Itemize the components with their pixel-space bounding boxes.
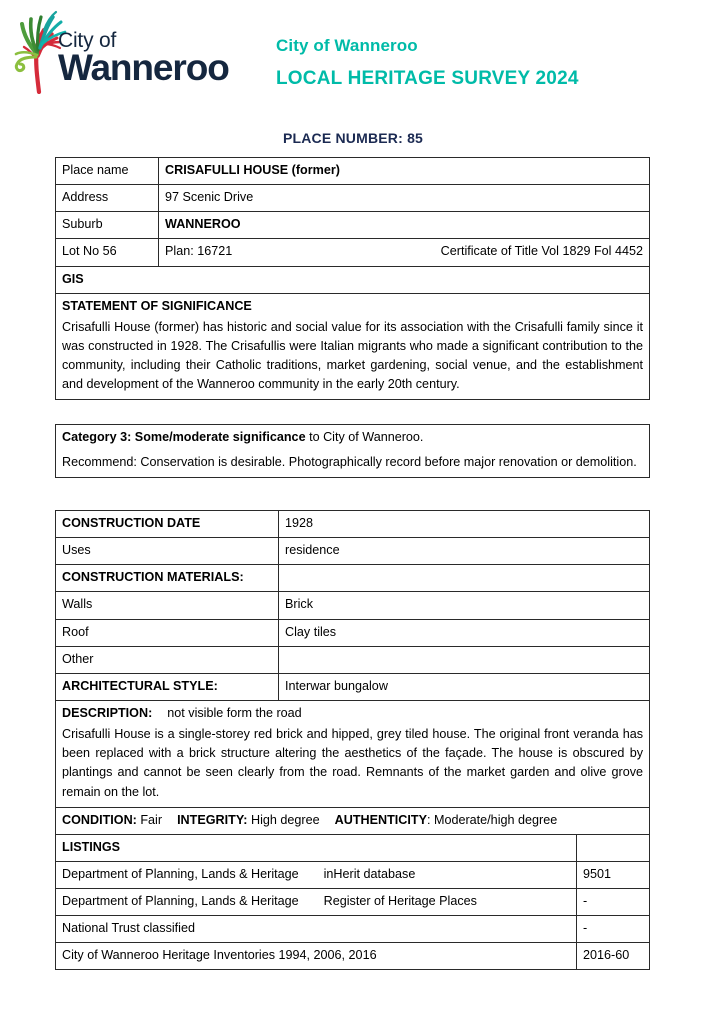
roof-value: Clay tiles bbox=[279, 619, 650, 646]
document-body bbox=[0, 157, 706, 970]
table-spacer bbox=[55, 478, 650, 502]
listing-authority: City of Wanneroo Heritage Inventories 1994, 2006, 2016 bbox=[62, 948, 377, 963]
listing-reference: 9501 bbox=[577, 861, 650, 888]
category-number-label: Category 3: bbox=[62, 430, 132, 445]
table-row bbox=[56, 565, 650, 592]
place-identity-table bbox=[55, 157, 650, 400]
other-materials-value bbox=[279, 646, 650, 673]
category-line bbox=[62, 429, 643, 447]
table-row bbox=[56, 538, 650, 565]
listing-cell bbox=[56, 916, 577, 943]
listing-reference: 2016-60 bbox=[577, 943, 650, 970]
table-row bbox=[56, 943, 650, 970]
architectural-style-label: ARCHITECTURAL STYLE: bbox=[56, 673, 279, 700]
listing-detail: inHerit database bbox=[323, 866, 416, 881]
document-org-title: City of Wanneroo bbox=[276, 36, 418, 55]
table-row bbox=[56, 834, 650, 861]
uses-label: Uses bbox=[56, 538, 279, 565]
authenticity-value: : Moderate/high degree bbox=[426, 812, 558, 827]
walls-label: Walls bbox=[56, 592, 279, 619]
table-row bbox=[56, 239, 650, 266]
page-header bbox=[0, 0, 706, 112]
description-cell bbox=[56, 700, 650, 807]
gis-label: GIS bbox=[56, 266, 650, 293]
construction-materials-value bbox=[279, 565, 650, 592]
category-significance-label: Some/moderate significance bbox=[134, 430, 306, 445]
construction-details-table bbox=[55, 510, 650, 970]
listing-reference: - bbox=[577, 916, 650, 943]
address-label: Address bbox=[56, 185, 159, 212]
city-of-wanneroo-logo bbox=[10, 8, 250, 96]
statement-of-significance-cell bbox=[56, 293, 650, 400]
integrity-label: INTEGRITY: bbox=[177, 812, 248, 827]
document-title-block bbox=[276, 36, 579, 90]
table-row bbox=[56, 700, 650, 807]
uses-value: residence bbox=[279, 538, 650, 565]
listing-cell bbox=[56, 943, 577, 970]
logo-city-text: City of bbox=[58, 29, 117, 52]
document-survey-title: LOCAL HERITAGE SURVEY 2024 bbox=[276, 68, 579, 89]
logo-wordmark bbox=[58, 30, 229, 86]
description-label: DESCRIPTION: bbox=[62, 705, 153, 720]
construction-materials-label: CONSTRUCTION MATERIALS: bbox=[56, 565, 279, 592]
architectural-style-value: Interwar bungalow bbox=[279, 673, 650, 700]
authenticity-label: AUTHENTICITY bbox=[334, 812, 427, 827]
suburb-value: WANNEROO bbox=[159, 212, 650, 239]
statement-of-significance-body: Crisafulli House (former) has historic and social value for its association with the Crisafulli family since it was constructed in 1928. The Crisafullis were Italian migrants who made a significant contribution to the community, including their Catholic traditions, market gardening, social venue, and the establishment and development of the Wanneroo community in the early 20th century. bbox=[62, 319, 643, 392]
table-row bbox=[56, 673, 650, 700]
table-row bbox=[56, 511, 650, 538]
listing-cell bbox=[56, 861, 577, 888]
plan-and-certificate-cell bbox=[159, 239, 650, 266]
listing-reference: - bbox=[577, 889, 650, 916]
table-row bbox=[56, 425, 650, 478]
table-spacer bbox=[55, 502, 650, 510]
table-row bbox=[56, 807, 650, 834]
category-cell bbox=[56, 425, 650, 478]
walls-value: Brick bbox=[279, 592, 650, 619]
description-body: Crisafulli House is a single-storey red brick and hipped, grey tiled house. The original front veranda has been replaced with a brick structure altering the aesthetics of the façade. The house is obscured by plantings and cannot be seen clearly from the road. Remnants of the market garden and olive grove remain on the lot. bbox=[62, 727, 643, 799]
table-row bbox=[56, 266, 650, 293]
listing-authority: National Trust classified bbox=[62, 921, 195, 936]
listing-detail: Register of Heritage Places bbox=[323, 894, 477, 909]
construction-date-value: 1928 bbox=[279, 511, 650, 538]
table-row bbox=[56, 619, 650, 646]
listings-heading: LISTINGS bbox=[56, 834, 577, 861]
table-row bbox=[56, 293, 650, 400]
construction-date-label: CONSTRUCTION DATE bbox=[56, 511, 279, 538]
other-materials-label: Other bbox=[56, 646, 279, 673]
address-value: 97 Scenic Drive bbox=[159, 185, 650, 212]
integrity-value: High degree bbox=[251, 812, 320, 827]
table-spacer bbox=[55, 400, 650, 424]
place-name-value: CRISAFULLI HOUSE (former) bbox=[159, 158, 650, 185]
plan-value: Plan: 16721 bbox=[165, 244, 233, 259]
category-table bbox=[55, 424, 650, 478]
category-recommendation: Recommend: Conservation is desirable. Photographically record before major renovation or demolition. bbox=[62, 454, 637, 469]
condition-label: CONDITION: bbox=[62, 812, 137, 827]
table-row bbox=[56, 889, 650, 916]
suburb-label: Suburb bbox=[56, 212, 159, 239]
category-tail-text: to City of Wanneroo. bbox=[309, 430, 424, 445]
table-row bbox=[56, 646, 650, 673]
certificate-of-title-value: Certificate of Title Vol 1829 Fol 4452 bbox=[440, 244, 643, 259]
table-row bbox=[56, 861, 650, 888]
listings-heading-ref bbox=[577, 834, 650, 861]
logo-wanneroo-text: Wanneroo bbox=[58, 47, 229, 88]
description-heading-line bbox=[62, 705, 643, 722]
listing-cell bbox=[56, 889, 577, 916]
condition-value: Fair bbox=[140, 812, 163, 827]
place-number: PLACE NUMBER: 85 bbox=[282, 130, 424, 146]
description-visibility-note: not visible form the road bbox=[167, 705, 302, 720]
table-row bbox=[56, 916, 650, 943]
table-row bbox=[56, 212, 650, 239]
lot-number-label: Lot No 56 bbox=[56, 239, 159, 266]
table-row bbox=[56, 158, 650, 185]
condition-cell bbox=[56, 807, 650, 834]
listing-authority: Department of Planning, Lands & Heritage bbox=[62, 866, 299, 881]
place-name-label: Place name bbox=[56, 158, 159, 185]
statement-of-significance-heading: STATEMENT OF SIGNIFICANCE bbox=[62, 298, 252, 313]
table-row bbox=[56, 185, 650, 212]
table-row bbox=[56, 592, 650, 619]
listing-authority: Department of Planning, Lands & Heritage bbox=[62, 894, 299, 909]
roof-label: Roof bbox=[56, 619, 279, 646]
